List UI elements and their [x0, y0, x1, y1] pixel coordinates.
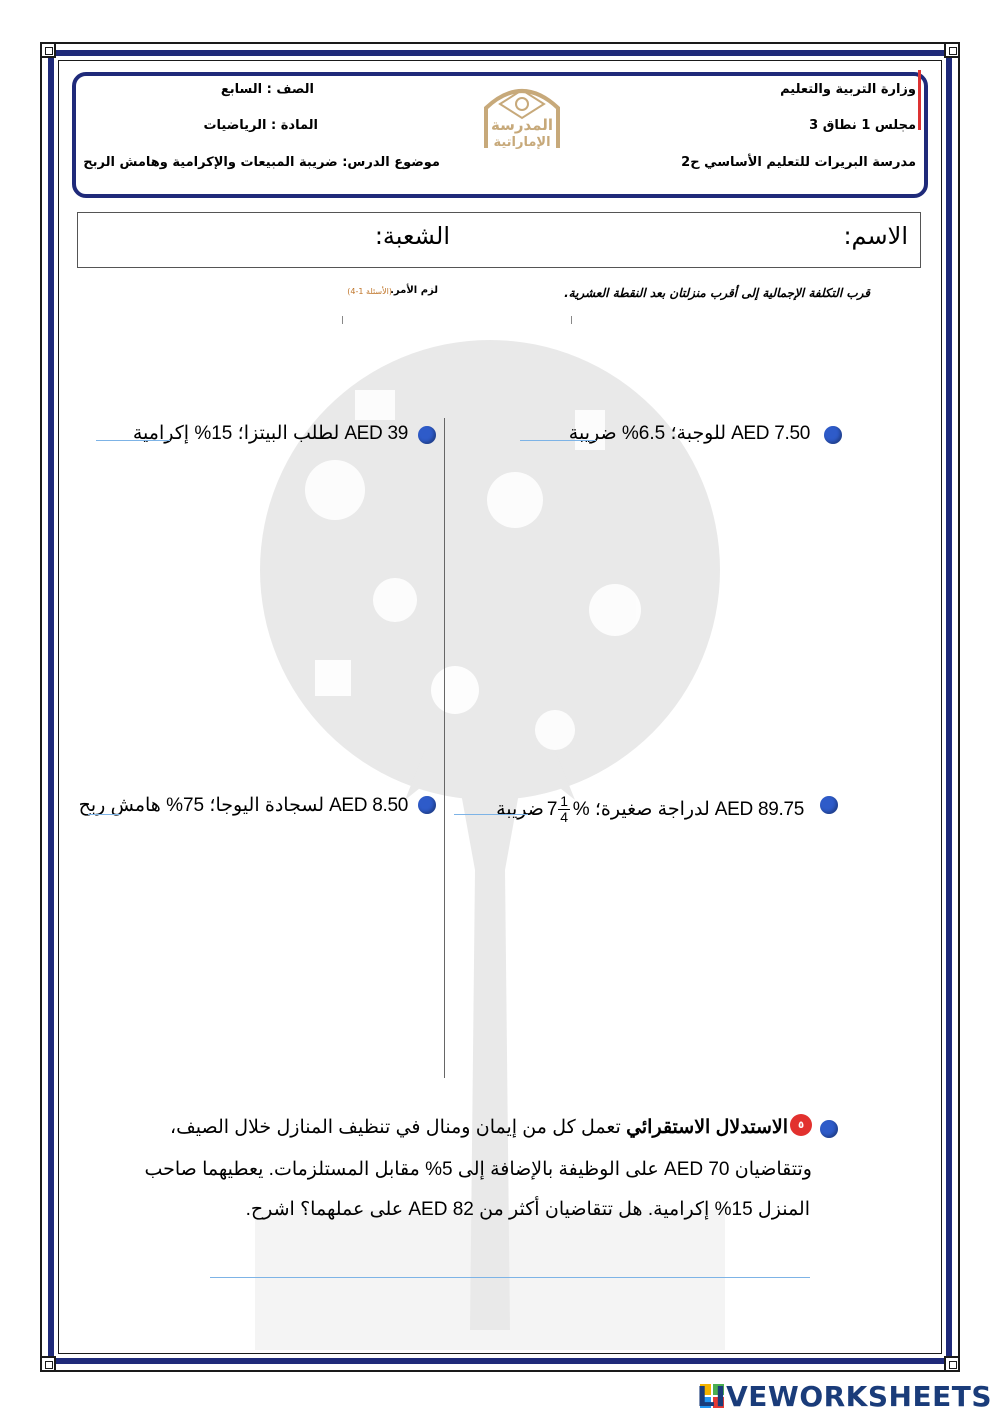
instructions-ref: (الأسئلة 1-4) — [347, 287, 392, 296]
question-1-answer-input[interactable] — [520, 418, 600, 442]
question-bullet-icon — [418, 426, 436, 444]
question-3-answer-input[interactable] — [454, 792, 532, 816]
question-1-text: AED 7.50 للوجبة؛ 6.5% ضريبة — [568, 423, 810, 444]
reasoning-line3: المنزل 15% إكرامية. هل تتقاضيان أكثر من AED 82 على عملهما؟ اشرح. — [245, 1199, 810, 1220]
question-3-fraction — [558, 794, 570, 825]
liveworksheets-brand[interactable]: LIVEWORKSHEETS — [696, 1380, 992, 1413]
question-4-text: AED 8.50 لسجادة اليوجا؛ 75% هامش ربح — [78, 795, 408, 816]
question-3-whole: 7 — [546, 798, 558, 820]
school-logo — [466, 80, 578, 150]
school-label: مدرسة البريرات للتعليم الأساسي ح2 — [681, 155, 916, 170]
question-3-text-tail: ضريبة — [496, 799, 544, 820]
subject-label: المادة : الرياضيات — [203, 118, 318, 133]
question-3-text-main: AED 89.75 لدراجة صغيرة؛ % — [572, 799, 804, 820]
question-bullet-icon — [824, 426, 842, 444]
reasoning-line2: وتتقاضيان AED 70 على الوظيفة بالإضافة إلى 5% مقابل المستلزمات. يعطيهما صاحب — [144, 1159, 812, 1180]
tick-mark — [342, 316, 343, 324]
name-label: الاسم: — [843, 222, 908, 250]
question-3-numerator: 1 — [560, 793, 568, 809]
question-4-answer-input[interactable] — [88, 792, 124, 816]
logo-text-line1: المدرسة — [491, 116, 553, 134]
reasoning-answer-input[interactable] — [210, 1246, 814, 1278]
red-edge-mark — [918, 70, 921, 130]
logo-text-line2: الإماراتية — [493, 135, 551, 150]
school-logo-icon — [466, 80, 578, 150]
council-label: مجلس 1 نطاق 3 — [809, 118, 916, 133]
instructions-tail: لزم الأمر. — [390, 285, 438, 296]
question-bullet-icon — [820, 1120, 838, 1138]
lesson-topic-label: موضوع الدرس: ضريبة المبيعات والإكرامية وهامش الربح — [83, 155, 440, 170]
question-bullet-icon — [820, 796, 838, 814]
frame-corner-bottom-right — [944, 1356, 960, 1372]
instructions-text: قرب التكلفة الإجمالية إلى أقرب منزلتان بعد النقطة العشرية. — [564, 286, 870, 300]
question-5-number-badge: ٥ — [790, 1114, 812, 1136]
section-input[interactable] — [90, 222, 364, 258]
name-input[interactable] — [470, 222, 824, 258]
question-3-text — [496, 794, 804, 825]
ministry-label: وزارة التربية والتعليم — [780, 82, 916, 97]
reasoning-title: الاستدلال الاستقرائي — [626, 1117, 788, 1138]
question-bullet-icon — [418, 796, 436, 814]
frame-corner-top-left — [40, 42, 56, 58]
reasoning-paragraph-line1 — [170, 1110, 788, 1146]
frame-corner-bottom-left — [40, 1356, 56, 1372]
reasoning-line1: تعمل كل من إيمان ومنال في تنظيف المنازل خلال الصيف، — [169, 1117, 621, 1138]
question-3-denominator: 4 — [560, 809, 568, 825]
column-divider — [444, 418, 445, 1078]
question-2-answer-input[interactable] — [96, 418, 174, 442]
question-2-text: AED 39 لطلب البيتزا؛ 15% إكرامية — [132, 423, 408, 444]
grade-label: الصف : السابع — [220, 82, 314, 97]
section-label: الشعبة: — [374, 222, 450, 250]
tick-mark — [571, 316, 572, 324]
frame-corner-top-right — [944, 42, 960, 58]
question-3-mixed-number — [547, 794, 570, 825]
